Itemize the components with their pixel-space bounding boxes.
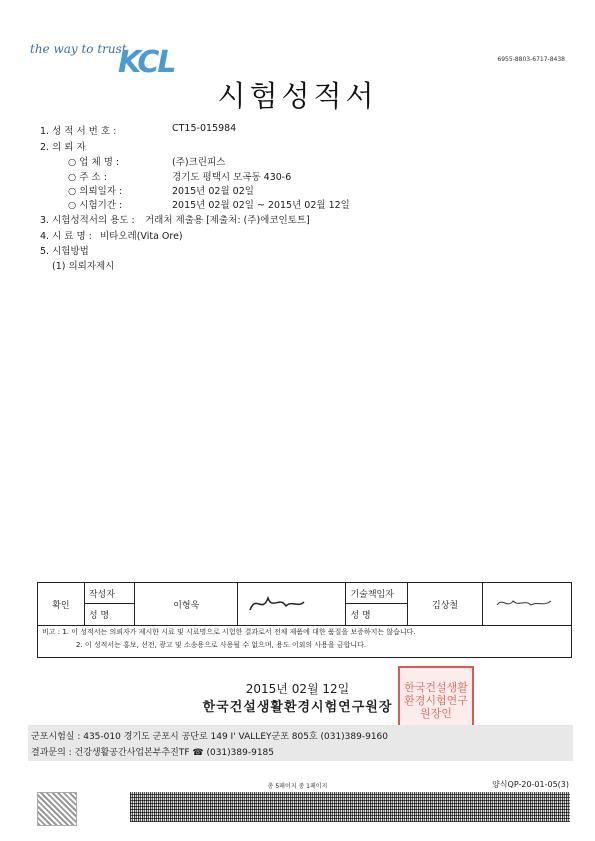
field-value: 2015년 02월 02일 ~ 2015년 02월 12일 <box>172 200 350 211</box>
notes <box>37 626 572 658</box>
writer-signature <box>238 583 346 626</box>
field-value: 비타오레(Vita Ore) <box>100 231 183 242</box>
field-value: 경기도 평택시 모곡동 430-6 <box>172 172 292 183</box>
document-number: 6955-8803-6717-8438 <box>497 56 565 63</box>
field-label: ○ 업 체 명 : <box>68 157 120 168</box>
field-row <box>40 228 183 242</box>
tech-label: 기술책임자 <box>346 583 408 604</box>
issue-date: 2015년 02월 12일 <box>245 682 350 696</box>
field-row <box>68 169 292 183</box>
field-label: ○ 주 소 : <box>68 172 107 183</box>
writer-name: 이형욱 <box>135 583 238 626</box>
field-row <box>40 139 86 153</box>
security-barcode <box>130 792 570 822</box>
contact-info: 결과문의 : 건강생활공간사업본부추진TF ☎ (031)389-9185 <box>31 748 274 758</box>
qr-code <box>37 792 77 826</box>
field-value: (주)크린피스 <box>172 157 226 168</box>
kcl-logo <box>116 38 180 78</box>
field-label: (1) 의뢰자제시 <box>52 261 115 272</box>
signature-table <box>37 582 572 626</box>
lab-address: 군포시험실 : 435-010 경기도 군포시 공단로 149 I' VALLEY군포 805호 (031)389-9160 <box>31 732 389 742</box>
field-value: 2015년 02월 02일 <box>172 186 254 197</box>
field-label: 4. 시 료 명 : <box>40 231 92 242</box>
page-info: 총 5페이지 중 1페이지 <box>267 783 328 790</box>
field-row <box>40 212 310 226</box>
confirm-label: 확인 <box>38 583 85 626</box>
writer-name-label: 성 명 <box>84 604 135 626</box>
organization: 한국건설생활환경시험연구원장 <box>202 700 393 715</box>
field-row <box>40 243 89 257</box>
field-value: 거래처 제출용 [제출처: (주)에코인토트] <box>145 215 310 226</box>
field-row <box>52 258 114 272</box>
field-row <box>68 154 226 168</box>
note-1: 비고 : 1. 이 성적서는 의뢰자가 제시한 시료 및 시료명으로 시험한 결과로서 전체 제품에 대한 품질을 보증하지는 않습니다. <box>42 628 416 636</box>
tech-name-label: 성 명 <box>346 604 408 626</box>
logo-text: KCL <box>118 45 175 78</box>
form-number: 양식QP-20-01-05(3) <box>492 780 569 789</box>
field-row <box>68 197 350 211</box>
field-label: ○ 의뢰일자 : <box>68 186 123 197</box>
field-label: 5. 시험방법 <box>40 246 89 257</box>
field-row <box>68 183 254 197</box>
field-label: ○ 시험기간 : <box>68 200 123 211</box>
official-seal: 한국건설생활환경시험연구원장인 <box>398 666 474 734</box>
field-value: CT15-015984 <box>172 123 237 134</box>
field-row <box>40 123 237 137</box>
writer-label: 작성자 <box>84 583 135 604</box>
page-title: 시험성적서 <box>217 79 378 113</box>
field-label: 1. 성 적 서 번 호 : <box>40 126 117 137</box>
note-2: 2. 이 성적서는 홍보, 선전, 광고 및 소송용으로 사용될 수 없으며, 용도 이외의 사용을 금합니다. <box>76 641 367 649</box>
lab-info-band <box>28 725 573 761</box>
field-label: 3. 시험성적서의 용도 : <box>40 215 135 226</box>
tech-signature <box>483 583 572 626</box>
tagline: the way to trust <box>30 42 127 56</box>
field-label: 2. 의 뢰 자 <box>40 142 86 153</box>
tech-name: 김상철 <box>408 583 483 626</box>
